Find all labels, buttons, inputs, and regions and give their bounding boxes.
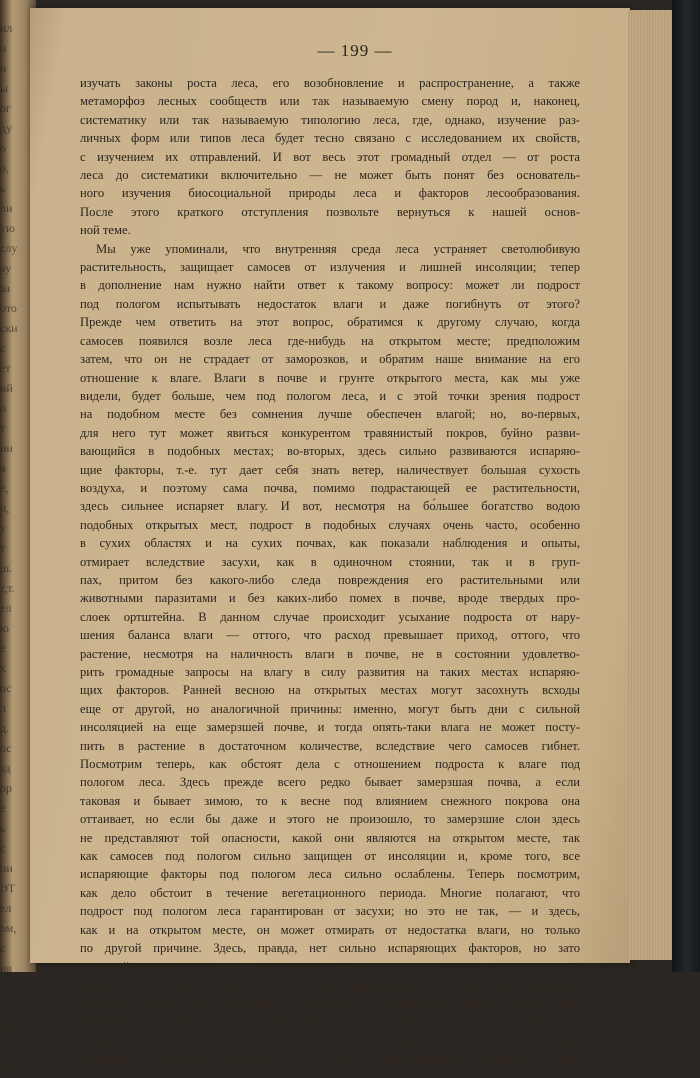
text-line: рить громадные запросы на влагу в силу развития на таких местах испаряю- [80, 665, 580, 679]
facing-page-fragment: ски [0, 321, 18, 335]
facing-page-fragment: е, [0, 481, 9, 495]
text-line: личных форм или типов леса будет тесно связано с исследованием их свойств, [80, 131, 580, 146]
facing-page-fragment: ии [0, 441, 13, 455]
text-line: ной теме. [80, 223, 131, 238]
text-line: для него тут может явиться конкурентом травянистый покров, буйно разви- [80, 425, 580, 440]
text-line: с изучением их отправлений. И вот весь этот громадный отдел — от роста [80, 149, 580, 164]
book-page [30, 8, 630, 1066]
text-line: воздуха, и поэтому сама почва, помимо подрастающей ее растительности, [80, 480, 580, 495]
text-line: растительность, защищает самосев от излучения и лишней инсоляции; тепер [80, 260, 580, 275]
text-line: периода и по мере того, как мы будем передвигаться к концу вегетационного [80, 977, 580, 992]
text-line: изучать законы роста леса, его возобновление и распространение, а также [80, 76, 580, 90]
facing-page-fragment: д. [0, 721, 10, 735]
text-line: подрост под пологом леса гарантирован от засухи; но это не так, — и здесь, [80, 904, 580, 919]
text-line: Прежде чем ответить на этот вопрос, обратимся к другому случаю, когда [80, 315, 580, 330]
text-line: самосев появился возле леса где-нибудь на открытом месте; предположим [80, 333, 580, 348]
text-line: растение, несмотря на наличность влаги в почве, не в состоянии удовлетво- [80, 646, 580, 661]
facing-page-fragment: и, [0, 501, 10, 515]
text-line: затем, что он не страдает от заморозков, и обратим наше внимание на его [80, 352, 580, 367]
text-line: влиянием усиленного расхода, а в силу недостаточного количества воды [80, 1051, 580, 1066]
facing-page-fragment: ом, [0, 921, 17, 935]
facing-page-fragment: с [0, 941, 6, 955]
facing-page-fragment: е [0, 641, 6, 655]
facing-page-fragment: ий [0, 381, 13, 395]
text-line: как и на открытом месте, он может отмирать от недостатка влаги, но только [80, 922, 580, 937]
text-line: как дело обстоит в течение вегетационного периода. Многие полагают, что [80, 885, 580, 900]
text-line: отношение к влаге. Влаги в почве и грунте открытого места, как мы уже [80, 370, 580, 385]
facing-page-fragment: ь [0, 821, 6, 835]
facing-page-fragment: л [0, 701, 6, 715]
text-line: как самосев под пологом сильно защищен от инсоляции и, кроме того, все [80, 849, 580, 864]
facing-page-fragment: ь [0, 181, 6, 195]
facing-page-fragment: т [0, 541, 6, 555]
facing-page-fragment: ет [0, 361, 11, 375]
text-line: по другой причине. Здесь, правда, нет сильно испаряющих факторов, но зато [80, 941, 580, 956]
text-line: слоек ортштейна. В данном случае происходит усыхание подроста от нару- [80, 609, 580, 624]
facing-page-fragment: ву [0, 261, 12, 275]
facing-page-fragment: н [0, 61, 7, 75]
text-line: в сухих областях и на сухих почвах, как показали наблюдения и опыты, [80, 536, 580, 551]
text-line: шения баланса влаги — оттого, что расход превышает приход, оттого, что [80, 628, 580, 643]
text-line: новиться все меньше и меньше, так что возможно, и на самом деле это [80, 1014, 580, 1029]
facing-page-fragment: о, [0, 161, 9, 175]
text-line: на подобном месте без сомнения лучше обеспечен влагой; но, во-первых, [80, 407, 580, 422]
facing-page-fragment: з [0, 521, 5, 535]
facing-page-edge [0, 18, 28, 1075]
text-line: еще от другой, но аналогичной причины: именно, могут быть дни с сильной [80, 701, 580, 716]
text-line: систематику или так называемую типологию леса, где, однако, изучение раз- [80, 112, 580, 127]
facing-page-fragment: о [0, 141, 6, 155]
facing-page-fragment: с [0, 341, 6, 355]
facing-page-fragment: ел [0, 601, 12, 615]
facing-page-fragment: ую [0, 221, 15, 235]
text-line: Посмотрим теперь, как обстоят дела с отношением подроста к влаге под [80, 757, 580, 772]
text-line: испаряющие факторы под пологом леса сильно ослаблены. Теперь посмотрим, [80, 867, 580, 882]
text-line: пить в растение в достаточном количестве, вследствие чего самосев гибнет. [80, 738, 580, 753]
facing-page-fragment: слу [0, 241, 18, 255]
text-line: Мы уже упоминали, что внутренняя среда леса устраняет светолюбивую [96, 241, 580, 256]
facing-page-fragment: ор [0, 781, 12, 795]
text-line: пах, притом без какого-либо следа повреждения его растительными или [80, 572, 580, 587]
facing-page-fragment: и [0, 41, 7, 55]
facing-page-fragment: ш. [0, 561, 13, 575]
text-line: щие факторы, т.-е. тут дает себя знать ветер, наличествует большая сухость [80, 462, 580, 477]
facing-page-fragment: т,т. [0, 581, 15, 595]
facing-page-fragment: ю [0, 621, 9, 635]
facing-page-fragment: ел [0, 901, 12, 915]
facing-page-fragment: за [0, 281, 11, 295]
facing-page-fragment: ЭТ [0, 881, 16, 895]
text-line: После этого краткого отступления позвольте вернуться к нашей основ- [80, 204, 580, 219]
facing-page-fragment: ду [0, 121, 13, 135]
facing-page-fragment: кр [0, 1061, 12, 1075]
facing-page-fragment: е [0, 801, 6, 815]
facing-page-fragment: ж [0, 981, 9, 995]
text-line: здесь сильнее испаряет влагу. И вот, несмотря на бо́льшее богатство водою [80, 499, 580, 514]
facing-page-fragment: ив [0, 961, 13, 975]
text-line: метаморфоз лесных сообществ или так называемую смену пород и, наконец, [80, 94, 580, 109]
text-line: пологом леса. Здесь прежде всего редко бывает замерзшая почва, а если [80, 775, 580, 790]
page-number: — 199 — [317, 41, 393, 60]
facing-page-fragment: Кол [0, 1021, 20, 1035]
text-line: инсоляцией на еще замерзшей почве, и тогда опять-таки влага не может посту- [80, 720, 580, 735]
facing-page-fragment: зд [0, 761, 11, 775]
text-line: леса до систематики включительно — не может быть понят без основатель- [80, 168, 580, 183]
text-line: периода, влаги, под влиянием конкуренции материнских корней, будет ста- [80, 996, 580, 1011]
text-line: животными паразитами и без каких-либо помех в почве, вроде твердых про- [80, 591, 580, 606]
facing-page-fragment: ото [0, 301, 17, 315]
facing-page-fragment: ы [0, 81, 9, 95]
facing-page-fragment: о [0, 401, 6, 415]
facing-page-fragment: ли [0, 201, 13, 215]
text-line: отмирает вследствие засухи, как в одиночном стоянии, так и в груп- [80, 554, 580, 569]
facing-page-fragment: Кн [0, 1041, 15, 1055]
facing-page-fragment: ос [0, 681, 12, 695]
text-line: вающийся в подобных местах; во-вторых, здесь сильно развиваются испаряю- [80, 444, 580, 459]
text-line: под пологом испытывать недостаток влаги и даже погибнуть от этого? [80, 296, 580, 311]
facing-page-fragment: ог [0, 101, 11, 115]
page-stack-edges [628, 10, 672, 960]
facing-page-fragment: х [0, 661, 6, 675]
facing-page-fragment: ни [0, 861, 13, 875]
text-line: оттаивает, но если бы даже и этого не произошло, то замерзшие слои здесь [80, 812, 580, 827]
facing-page-fragment: т [0, 421, 6, 435]
facing-page-fragment: ос [0, 741, 12, 755]
facing-page-fragment: ил [0, 21, 13, 35]
text-line: не представляют той опасности, какой они являются на открытом месте, так [80, 830, 580, 845]
text-line: бывает, что действительно в почве нарушится баланс влаги, но уже не под [80, 1033, 580, 1048]
book-cover [672, 0, 700, 972]
facing-page-fragment: с [0, 841, 6, 855]
text-line: видели, будет больше, чем под пологом леса, и с этой точки зрения подрост [80, 388, 580, 403]
text-line: подобных открытых мест, подрост в подобных случаях очень часто, особенно [80, 517, 580, 532]
text-line: таковая и бывает зимою, то к весне под влиянием снежного покрова она [80, 793, 580, 808]
page-body [80, 74, 580, 1068]
facing-page-fragment: и [0, 1001, 7, 1015]
text-line: в дополнение нам нужно найти ответ к такому вопросу: может ли подрост [80, 278, 580, 293]
text-line: ного изучения биосоциальной природы леса и факторов лесообразования. [80, 186, 580, 201]
text-line: в самой почве и грунте леса меньше влаги, и по мере развития дождливого [80, 959, 580, 974]
text-line: щих факторов. Ранней весною на открытых местах могут засохнуть всходы [80, 683, 580, 698]
facing-page-fragment: я [0, 461, 6, 475]
